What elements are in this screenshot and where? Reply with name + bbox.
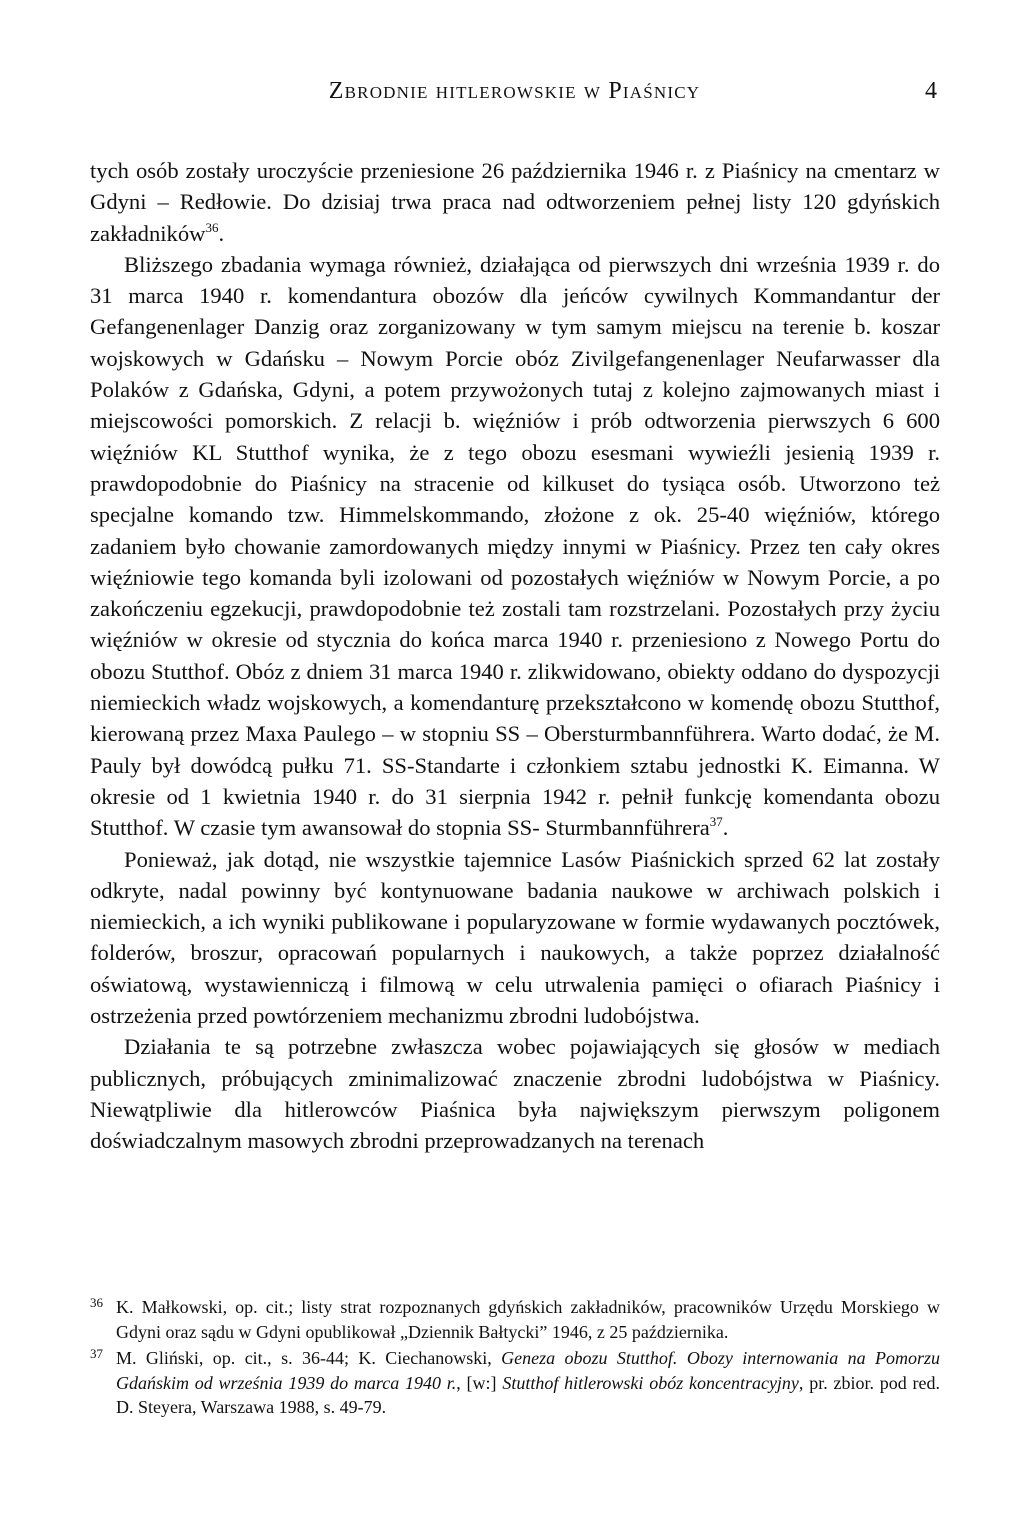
footnote-37-text-1: M. Gliński, op. cit., s. 36-44; K. Ciechanowski, <box>116 1348 502 1368</box>
paragraph-1-end: . <box>218 220 225 246</box>
footnote-ref-37[interactable]: 37 <box>709 814 723 830</box>
footnote-36 <box>90 1295 940 1344</box>
footnote-37-text-3: , pr. zbior. pod red. D. Steyera, Warszawa 1988, s. 49-79. <box>116 1372 940 1417</box>
main-text <box>90 155 940 1157</box>
footnote-mark-36: 36 <box>90 1295 103 1310</box>
paragraph-1-text: tych osób zostały uroczyście przeniesione 26 października 1946 r. z Piaśnicy na cmentarz w Gdyni – Redłowie. Do dzisiaj trwa praca nad odtworzeniem pełnej listy 120 gdyńskich zakładników <box>90 158 940 246</box>
footnotes <box>90 1295 940 1422</box>
footnote-37 <box>90 1346 940 1420</box>
paragraph-1 <box>90 155 940 249</box>
paragraph-3: Ponieważ, jak dotąd, nie wszystkie tajemnice Lasów Piaśnickich sprzed 62 lat zostały odkryte, nadal powinny być kontynuowane badania naukowe w archiwach polskich i niemieckich, a ich wyniki publikowane i popularyzowane w formie wydawanych pocztówek, folderów, broszur, opracowań popularnych i naukowych, a także poprzez działalność oświatową, wystawienniczą i filmową w celu utrwalenia pamięci o ofiarach Piaśnicy i ostrzeżenia przed powtórzeniem mechanizmu zbrodni ludobójstwa. <box>90 846 940 1029</box>
footnote-37-title-2: Stutthof hitlerowski obóz koncentracyjny <box>502 1372 799 1393</box>
paragraph-4: Działania te są potrzebne zwłaszcza wobec pojawiających się głosów w mediach publicznych, próbujących zminimalizować znaczenie zbrodni ludobójstwa w Piaśnicy. Niewątpliwie dla hitlerowców Piaśnica była największym pierwszym poligonem doświadczalnym masowych zbrodni przeprowadzanych na terenach <box>90 1034 940 1154</box>
running-title: Zbrodnie hitlerowskie w Piaśnicy <box>328 78 701 104</box>
paragraph-2 <box>90 249 940 844</box>
footnote-mark-37: 37 <box>90 1346 103 1361</box>
paragraph-2-text: Bliższego zbadania wymaga również, działająca od pierwszych dni września 1939 r. do 31 marca 1940 r. komendantura obozów dla jeńców cywilnych Kommandantur der Gefangenenlager Danzig oraz zorganizowany w tym samym miejscu na terenie b. koszar wojskowych w Gdańsku – Nowym Porcie obóz Zivilgefangenenlager Neufarwasser dla Polaków z Gdańska, Gdyni, a potem przywożonych tutaj z kolejno zajmowanych miast i miejscowości pomorskich. Z relacji b. więźniów i prób odtworzenia pierwszych 6 600 więźniów KL Stutthof wynika, że z tego obozu esesmani wywieźli jesienią 1939 r. prawdopodobnie do Piaśnicy na stracenie od kilkuset do tysiąca osób. Utworzono też specjalne komando tzw. Himmelskommando, złożone z ok. 25-40 więźniów, którego zadaniem było chowanie zamordowanych między innymi w Piaśnicy. Przez ten cały okres więźniowie tego komanda byli izolowani od pozostałych więźniów w Nowym Porcie, a po zakończeniu egzekucji, prawdopodobnie też zostali tam rozstrzelani. Pozostałych przy życiu więźniów w okresie od stycznia do końca marca 1940 r. przeniesiono z Nowego Portu do obozu Stutthof. Obóz z dniem 31 marca 1940 r. zlikwidowano, obiekty oddano do dyspozycji niemieckich władz wojskowych, a komendanturę przekształcono w komendę obozu Stutthof, kierowaną przez Maxa Paulego – w stopniu SS – Obersturmbannführera. Warto dodać, że M. Pauly był dowódcą pułku 71. SS-Standarte i członkiem sztabu jednostki K. Eimanna. W okresie od 1 kwietnia 1940 r. do 31 sierpnia 1942 r. pełnił funkcję komendanta obozu Stutthof. W czasie tym awansował do stopnia SS- Sturmbannführera <box>90 251 940 841</box>
paragraph-2-end: . <box>722 815 729 841</box>
page-number: 4 <box>925 78 937 104</box>
footnote-ref-36[interactable]: 36 <box>205 219 219 235</box>
footnote-37-text-2: , [w:] <box>456 1372 503 1393</box>
page-header <box>92 78 937 112</box>
footnote-37-title-1: Geneza obozu Stutthof. Obozy internowania na Pomorzu Gdańskim od września 1939 do marca 1940 r. <box>116 1348 940 1393</box>
footnote-36-text: K. Małkowski, op. cit.; listy strat rozpoznanych gdyńskich zakładników, pracowników Urzędu Morskiego w Gdyni oraz sądu w Gdyni opublikował „Dziennik Bałtycki” 1946, z 25 października. <box>116 1297 940 1342</box>
